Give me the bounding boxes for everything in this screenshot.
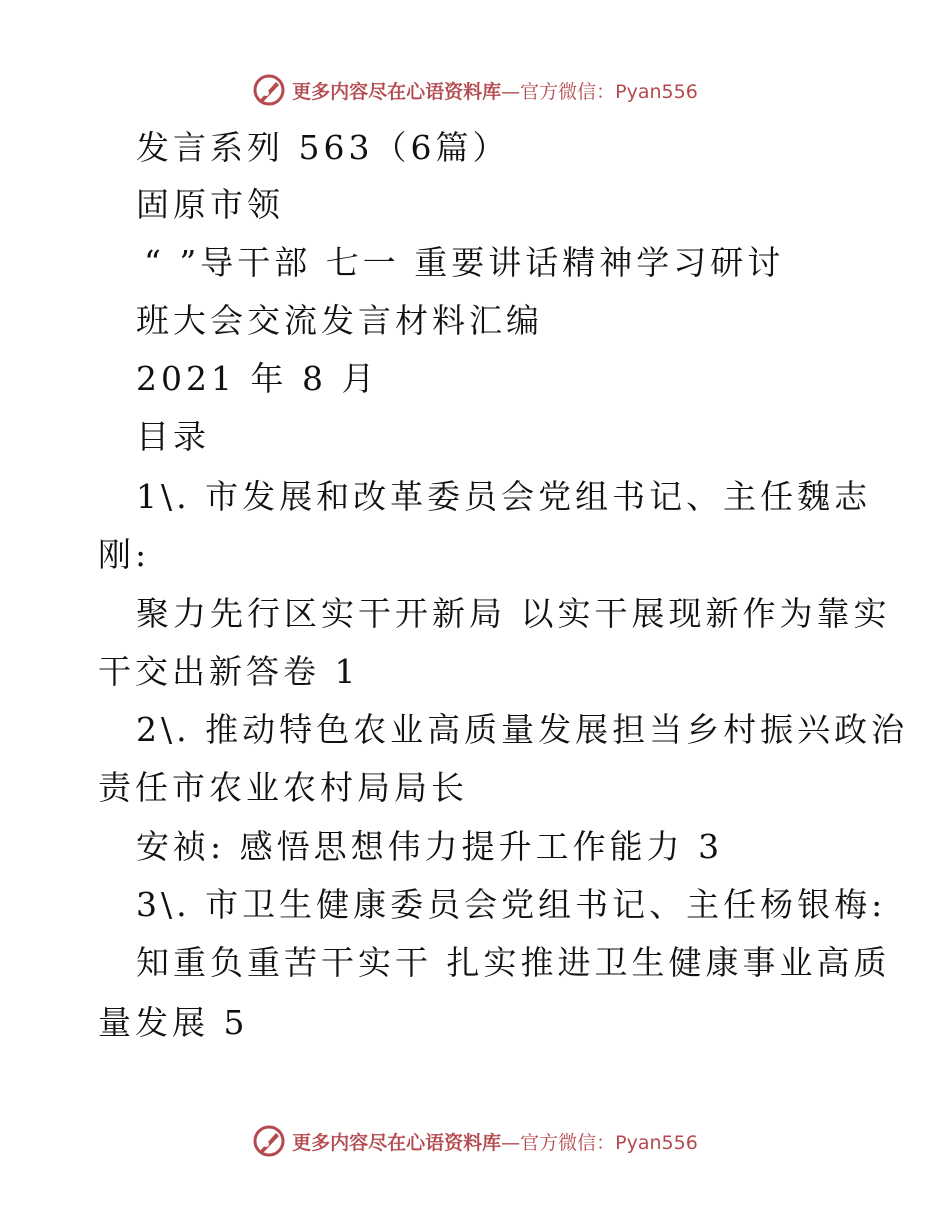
watermark-brand: 更多内容尽在心语资料库 xyxy=(292,1131,502,1154)
heading-line-3: 班大会交流发言材料汇编 xyxy=(136,301,543,340)
watermark-separator: — xyxy=(501,1131,521,1154)
watermark-contact: 官方微信：Pyan556 xyxy=(520,1131,698,1154)
toc-line-9: 知重负重苦干实干 扎实推进卫生健康事业高质 xyxy=(136,943,891,982)
watermark-banner-bottom xyxy=(0,1121,950,1161)
watermark-text xyxy=(292,77,698,104)
toc-line-10: 量发展 5 xyxy=(98,1003,249,1042)
toc-line-5: 2\. 推动特色农业高质量发展担当乡村振兴政治 xyxy=(136,710,909,749)
toc-title: 目录 xyxy=(136,417,210,456)
watermark-text xyxy=(292,1128,698,1155)
toc-line-8: 3\. 市卫生健康委员会党组书记、主任杨银梅: xyxy=(136,885,887,924)
watermark-contact: 官方微信：Pyan556 xyxy=(520,80,698,103)
document-date: 2021 年 8 月 xyxy=(136,359,379,398)
quill-pen-logo-icon xyxy=(252,1124,286,1158)
toc-line-1: 1\. 市发展和改革委员会党组书记、主任魏志 xyxy=(136,477,872,516)
heading-line-2: “ ”导干部 七一 重要讲话精神学习研讨 xyxy=(144,243,785,282)
toc-line-7: 安祯: 感悟思想伟力提升工作能力 3 xyxy=(136,827,724,866)
watermark-brand: 更多内容尽在心语资料库 xyxy=(292,80,502,103)
toc-line-4: 干交出新答卷 1 xyxy=(98,652,360,691)
quill-pen-logo-icon xyxy=(252,73,286,107)
toc-line-6: 责任市农业农村局局长 xyxy=(98,768,468,807)
heading-line-1: 固原市领 xyxy=(136,185,284,224)
watermark-banner-top xyxy=(0,70,950,110)
toc-line-2: 刚: xyxy=(98,535,151,574)
watermark-separator: — xyxy=(501,80,521,103)
toc-line-3: 聚力先行区实干开新局 以实干展现新作为靠实 xyxy=(136,594,891,633)
series-title: 发言系列 563（6篇） xyxy=(136,128,510,167)
